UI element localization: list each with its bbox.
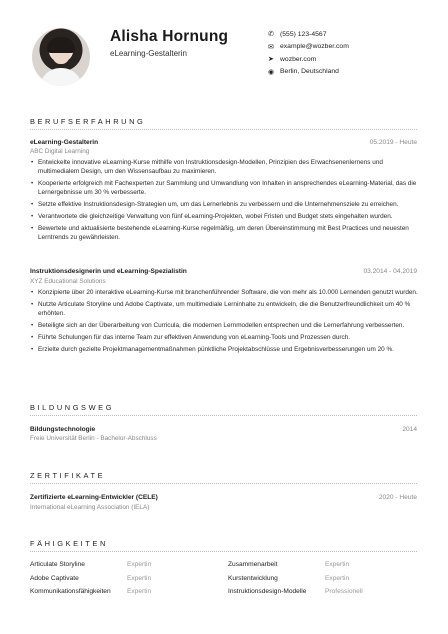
skill-name: Articulate Storyline	[30, 561, 85, 568]
cursor-icon: ➤	[268, 56, 274, 64]
section-divider	[30, 415, 417, 416]
avatar-shirt	[40, 68, 82, 86]
skill-level: Professionell	[325, 588, 363, 595]
experience-company: XYZ Educational Solutions	[30, 278, 106, 285]
list-item: • Verantwortete die gleichzeitige Verwaltung von fünf eLearning-Projekten, wobei Fristen und Budget stets eingehalten wurden.	[30, 212, 418, 221]
certificate-header	[30, 494, 417, 501]
experience-entry-2-header	[30, 268, 417, 275]
skill-name: Adobe Captivate	[30, 574, 79, 582]
experience-dates: 05.2019 - Heute	[369, 139, 417, 146]
skill-row	[30, 588, 417, 602]
list-item: • Erzielte durch gezielte Projektmanagementmaßnahmen pünktliche Projektabschlüsse und Ergebnisverbesserungen um 20 %.	[30, 345, 418, 354]
list-item: • Entwickelte innovative eLearning-Kurse mithilfe von Instruktionsdesign-Modellen, Prinzipien des Erwachsenenlernens und multimedialem Design, um den Wissensaufbau zu maximieren.	[30, 158, 418, 176]
education-header	[30, 426, 417, 433]
phone-icon: ✆	[268, 31, 274, 39]
contact-website[interactable]	[268, 53, 349, 66]
experience-entry-1-header	[30, 139, 417, 146]
skill-level: Expertin	[127, 588, 152, 595]
skill-level: Expertin	[325, 561, 350, 568]
experience-title: eLearning-Gestalterin	[30, 139, 99, 146]
contact-list	[268, 28, 349, 78]
contact-text[interactable]: wozber.com	[280, 55, 317, 63]
list-item: • Nutzte Articulate Storyline und Adobe Captivate, um multimediale Lerninhalte zu entwickeln, die die Benutzerfreundlichkeit um 40 % erhöhten.	[30, 300, 418, 318]
job-title: eLearning-Gestalterin	[110, 49, 187, 58]
contact-text: (555) 123-4567	[280, 30, 327, 38]
skill-level: Expertin	[127, 574, 152, 582]
certificate-dates: 2020 - Heute	[378, 494, 417, 501]
contact-text: Berlin, Deutschland	[280, 68, 339, 76]
certificate-issuer: International eLearning Association (IELA)	[30, 504, 150, 511]
education-title: Bildungstechnologie	[30, 426, 96, 433]
section-title-education: BILDUNGSWEG	[30, 403, 115, 412]
education-detail: Freie Universität Berlin - Bachelor-Abschluss	[30, 435, 157, 442]
section-title-certificates: ZERTIFIKATE	[30, 471, 106, 480]
section-divider	[30, 129, 417, 130]
contact-email[interactable]	[268, 41, 349, 54]
certificate-title: Zertifizierte eLearning-Entwickler (CELE)	[30, 494, 158, 501]
contact-phone	[268, 28, 349, 41]
experience-dates: 03.2014 - 04.2019	[363, 268, 417, 275]
skill-row	[30, 561, 417, 575]
list-item: • Kooperierte erfolgreich mit Fachexperten zur Sammlung und Umwandlung von Inhalten in ansprechendes eLearning-Material, das die Lernergebnisse um 30 % verbesserte.	[30, 179, 418, 197]
contact-location	[268, 66, 349, 79]
resume-header	[0, 0, 448, 110]
map-pin-icon: ◉	[268, 68, 275, 76]
skill-row	[30, 575, 417, 589]
experience-company: ABC Digital Learning	[30, 148, 90, 155]
experience-2-bullets	[30, 288, 418, 357]
skills-grid	[30, 561, 417, 602]
section-divider	[30, 483, 417, 484]
skill-level: Expertin	[325, 574, 350, 582]
list-item: • Konzipierte über 20 interaktive eLearning-Kurse mit branchenführender Software, die von mehr als 10.000 Lernenden genutzt wurden.	[30, 288, 418, 297]
envelope-icon: ✉	[268, 43, 274, 51]
section-title-skills: FÄHIGKEITEN	[30, 539, 108, 548]
person-name: Alisha Hornung	[110, 28, 229, 45]
education-year: 2014	[402, 426, 417, 433]
skill-name: Kurstentwicklung	[228, 574, 278, 582]
list-item: • Bewertete und aktualisierte bestehende eLearning-Kurse regelmäßig, um deren Übereinstimmung mit Best Practices und neuesten Lerntrends zu gewährleisten.	[30, 224, 418, 242]
list-item: • Führte Schulungen für das interne Team zur effektiven Anwendung von eLearning-Tools und Prozessen durch.	[30, 333, 418, 342]
experience-1-bullets	[30, 158, 418, 245]
skill-name: Instruktionsdesign-Modelle	[228, 588, 307, 595]
avatar	[32, 28, 90, 86]
skill-name: Kommunikationsfähigkeiten	[30, 588, 111, 595]
list-item: • Setzte effektive Instruktionsdesign-Strategien um, um das Lernerlebnis zu verbessern und die Unternehmensziele zu erreichen.	[30, 200, 418, 209]
experience-title: Instruktionsdesignerin und eLearning-Spezialistin	[30, 268, 187, 275]
avatar-hair	[47, 37, 75, 53]
section-title-experience: BERUFSERFAHRUNG	[30, 117, 146, 126]
skill-level: Expertin	[127, 561, 152, 568]
list-item: • Beteiligte sich an der Überarbeitung von Curricula, die modernen Lernmodellen entsprechen und die Lernerfahrung verbesserten.	[30, 321, 418, 330]
section-divider	[30, 551, 417, 552]
skill-name: Zusammenarbeit	[228, 561, 278, 568]
contact-text[interactable]: example@wozber.com	[280, 43, 349, 51]
